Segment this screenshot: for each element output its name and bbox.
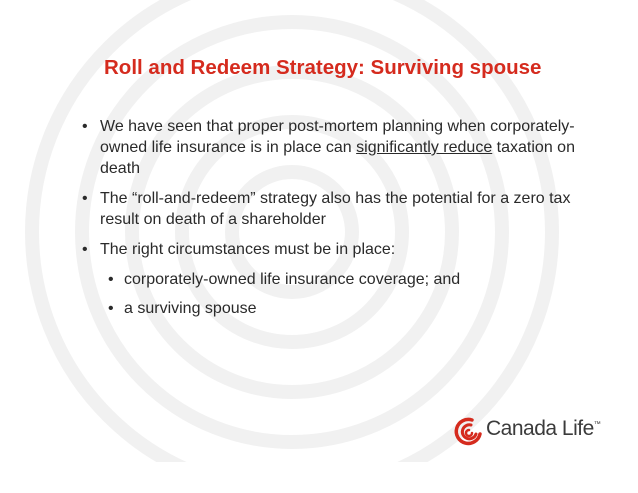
bullet-text-end: taxation on death bbox=[100, 139, 575, 177]
bullet-item bbox=[82, 239, 602, 260]
bullet-text: The “roll-and-redeem” strategy also has the potential for a zero tax result on death of a shareholder bbox=[100, 190, 571, 228]
bullet-item bbox=[82, 188, 602, 230]
sub-bullet-item bbox=[82, 298, 602, 319]
underlined-phrase: significantly reduce bbox=[356, 139, 493, 156]
bullet-text: We have seen that proper post-mortem planning when corporately-owned life insurance is in place can bbox=[100, 118, 575, 156]
bullet-list bbox=[82, 116, 602, 327]
sub-bullet-text: a surviving spouse bbox=[124, 300, 257, 317]
bullet-dot: • bbox=[82, 241, 88, 258]
slide-title: Roll and Redeem Strategy: Surviving spouse bbox=[104, 56, 542, 79]
bullet-dot: • bbox=[82, 118, 88, 135]
sub-bullet-item bbox=[82, 269, 602, 290]
bullet-item bbox=[82, 116, 602, 179]
logo-name: Canada Life bbox=[486, 417, 594, 440]
bullet-dot: • bbox=[108, 271, 114, 288]
sub-bullet-text: corporately-owned life insurance coverage; and bbox=[124, 271, 461, 288]
logo-trademark: ™ bbox=[593, 421, 601, 428]
bullet-dot: • bbox=[82, 190, 88, 207]
bullet-dot: • bbox=[108, 300, 114, 317]
logo-wordmark bbox=[486, 417, 600, 441]
bullet-text: The right circumstances must be in place: bbox=[100, 241, 396, 258]
